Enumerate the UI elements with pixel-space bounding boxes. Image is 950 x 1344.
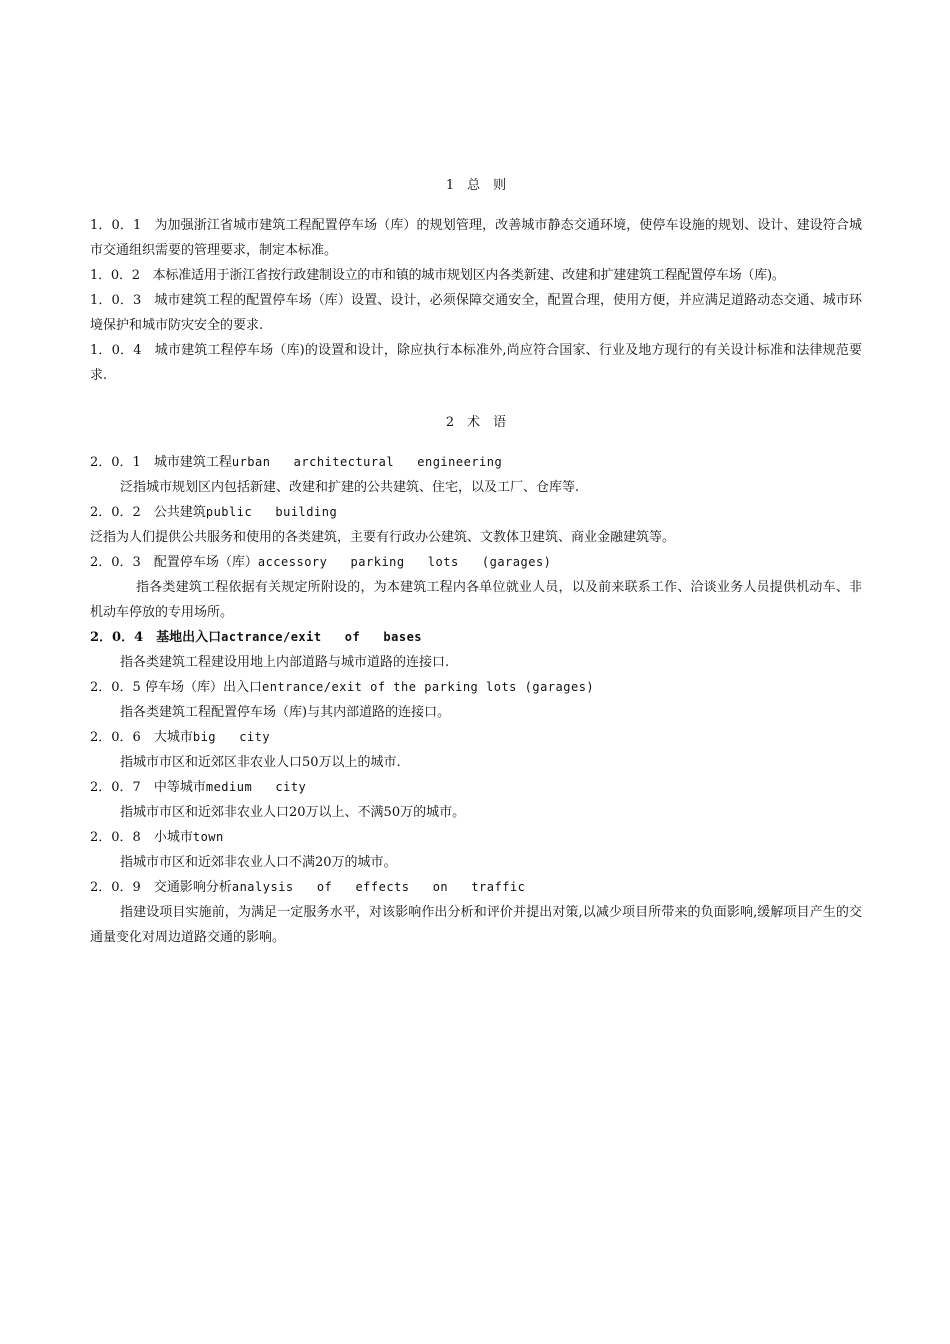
term-chinese: 配置停车场（库）	[153, 555, 258, 570]
term-heading	[90, 775, 862, 800]
term-number: 2．0．5	[90, 680, 141, 695]
term-number: 2．0．2	[90, 505, 141, 520]
term-definition: 指城市市区和近郊非农业人口不满20万的城市。	[120, 855, 397, 870]
term-definition: 指城市市区和近郊区非农业人口50万以上的城市.	[120, 755, 401, 770]
term-english: medium city	[205, 780, 307, 794]
term-english: public building	[205, 505, 338, 519]
term-heading	[90, 550, 862, 575]
term-number: 2．0．9	[90, 880, 141, 895]
term-definition: 指各类建筑工程建设用地上内部道路与城市道路的连接口.	[120, 655, 450, 670]
term-definition: 指各类建筑工程依据有关规定所附设的，为本建筑工程内各单位就业人员，以及前来联系工作、洽谈业务人员提供机动车、非机动车停放的专用场所。	[90, 580, 862, 620]
term-heading	[90, 500, 862, 525]
term-number: 2．0．8	[90, 830, 141, 845]
term-english: actrance/exit of bases	[221, 630, 423, 644]
term-chinese: 基地出入口	[156, 630, 222, 645]
term-number: 2．0．1	[90, 455, 141, 470]
term-number: 2．0．7	[90, 780, 141, 795]
term-definition: 指城市市区和近郊非农业人口20万以上、不满50万的城市。	[120, 805, 466, 820]
term-chinese: 中等城市	[153, 780, 206, 795]
term-chinese: 交通影响分析	[153, 880, 232, 895]
term-number: 2．0．3	[90, 555, 141, 570]
term-number: 2．0．6	[90, 730, 141, 745]
clause-1-0-3: 1．0．3 城市建筑工程的配置停车场（库）设置、设计，必须保障交通安全，配置合理，使用方便，并应满足道路动态交通、城市环境保护和城市防灾安全的要求.	[90, 293, 862, 333]
term-english: town	[192, 830, 224, 844]
term-definition: 指建设项目实施前，为满足一定服务水平，对该影响作出分析和评价并提出对策,以减少项目所带来的负面影响,缓解项目产生的交通量变化对周边道路交通的影响。	[90, 905, 862, 945]
clause-1-0-4: 1．0．4 城市建筑工程停车场（库)的设置和设计，除应执行本标准外,尚应符合国家、行业及地方现行的有关设计标准和法律规范要求.	[90, 343, 862, 383]
term-definition: 泛指为人们提供公共服务和使用的各类建筑，主要有行政办公建筑、文教体卫建筑、商业金融建筑等。	[90, 530, 676, 545]
term-number: 2．0．4	[90, 630, 144, 645]
term-heading	[90, 725, 862, 750]
term-chinese: 公共建筑	[153, 505, 206, 520]
chapter-2-title: 2 术 语	[445, 415, 507, 430]
clause-1-0-1: 1．0．1 为加强浙江省城市建筑工程配置停车场（库）的规划管理，改善城市静态交通环境，使停车设施的规划、设计、建设符合城市交通组织需要的管理要求，制定本标准。	[90, 218, 862, 258]
term-definition: 泛指城市规划区内包括新建、改建和扩建的公共建筑、住宅，以及工厂、仓库等.	[120, 480, 580, 495]
clause-1-0-2: 1．0．2 本标准适用于浙江省按行政建制设立的市和镇的城市规划区内各类新建、改建和扩建建筑工程配置停车场（库)。	[90, 268, 785, 283]
term-english: accessory parking lots (garages)	[257, 555, 552, 569]
chapter-1-title: 1 总 则	[445, 178, 507, 193]
term-chinese: 停车场（库）出入口	[144, 680, 262, 695]
term-heading	[90, 625, 862, 650]
term-chinese: 大城市	[153, 730, 193, 745]
term-definition: 指各类建筑工程配置停车场（库)与其内部道路的连接口。	[120, 705, 451, 720]
term-english: entrance/exit of the parking lots (garages)	[261, 680, 595, 694]
term-heading	[90, 825, 862, 850]
term-heading	[90, 875, 862, 900]
document-page	[90, 170, 862, 950]
term-english: big city	[192, 730, 271, 744]
term-chinese: 小城市	[153, 830, 193, 845]
term-chinese: 城市建筑工程	[153, 455, 232, 470]
term-english: analysis of effects on traffic	[231, 880, 526, 894]
term-heading	[90, 675, 862, 700]
term-english: urban architectural engineering	[231, 455, 503, 469]
term-heading	[90, 450, 862, 475]
